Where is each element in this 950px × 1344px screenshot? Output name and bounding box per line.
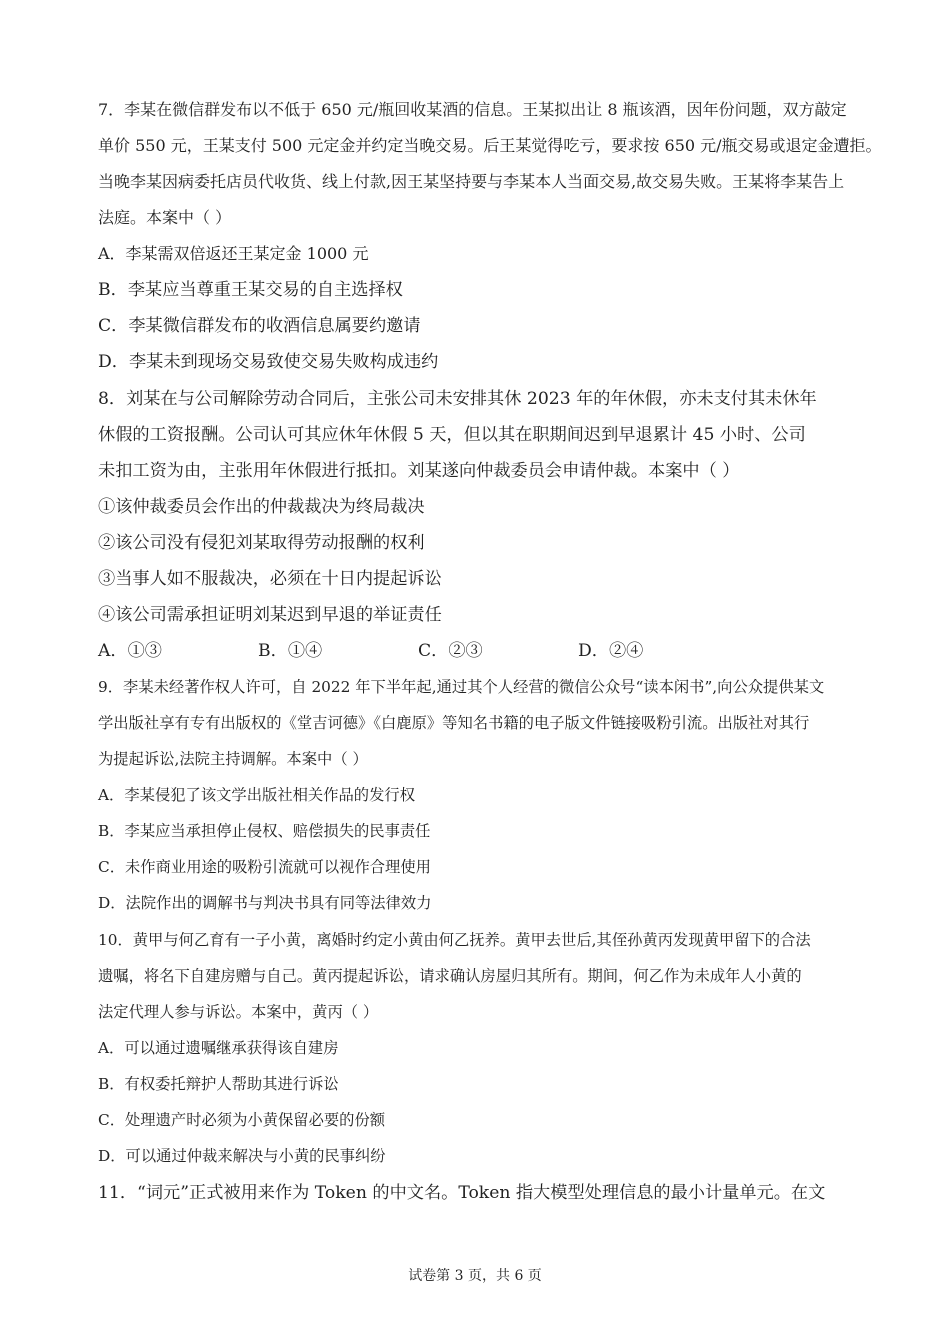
q10-option-c: C．处理遗产时必须为小黄保留必要的份额 — [98, 1111, 386, 1129]
q9-line-2: 学出版社享有专有出版权的《堂吉诃德》《白鹿原》等知名书籍的电子版文件链接吸粉引流。出版社对其行 — [98, 714, 810, 732]
q10-line-2: 遗嘱，将名下自建房赠与自己。黄丙提起诉讼，请求确认房屋归其所有。期间，何乙作为未成年人小黄的 — [98, 967, 802, 985]
q9-line-1: 9．李某未经著作权人许可，自 2022 年下半年起,通过其个人经营的微信公众号“读本闲书”,向公众提供某文 — [98, 678, 825, 696]
q8-choice-a: A．①③ — [98, 641, 162, 661]
q8-choice-c: C．②③ — [418, 641, 483, 661]
q9-line-3: 为提起诉讼,法院主持调解。本案中（ ） — [98, 750, 368, 768]
q10-option-a: A．可以通过遗嘱继承获得该自建房 — [98, 1039, 339, 1057]
q8-statement-2: ②该公司没有侵犯刘某取得劳动报酬的权利 — [98, 533, 425, 553]
q9-option-b: B．李某应当承担停止侵权、赔偿损失的民事责任 — [98, 822, 431, 840]
q8-line-3: 未扣工资为由，主张用年休假进行抵扣。刘某遂向仲裁委员会申请仲裁。本案中（ ） — [98, 461, 740, 481]
q7-line-4: 法庭。本案中（ ） — [98, 208, 232, 227]
q7-option-a: A．李某需双倍返还王某定金 1000 元 — [98, 244, 369, 263]
q7-option-d: D．李某未到现场交易致使交易失败构成违约 — [98, 352, 439, 372]
q8-choice-d: D．②④ — [578, 641, 644, 661]
q10-option-d: D．可以通过仲裁来解决与小黄的民事纠纷 — [98, 1147, 386, 1165]
q7-line-3: 当晚李某因病委托店员代收货、线上付款,因王某坚持要与李某本人当面交易,故交易失败。王某将李某告上 — [98, 172, 845, 191]
q11-line-1: 11．“词元”正式被用来作为 Token 的中文名。Token 指大模型处理信息的最小计量单元。在文 — [98, 1183, 826, 1203]
q7-option-b: B．李某应当尊重王某交易的自主选择权 — [98, 280, 403, 300]
page-footer: 试卷第 3 页，共 6 页 — [408, 1268, 542, 1284]
q8-line-2: 休假的工资报酬。公司认可其应休年休假 5 天，但以其在职期间迟到早退累计 45 小时、公司 — [98, 425, 806, 445]
q8-line-1: 8．刘某在与公司解除劳动合同后，主张公司未安排其休 2023 年的年休假，亦未支付其未休年 — [98, 389, 817, 409]
q7-line-2: 单价 550 元，王某支付 500 元定金并约定当晚交易。后王某觉得吃亏，要求按 650 元/瓶交易或退定金遭拒。 — [98, 136, 882, 155]
q10-line-1: 10．黄甲与何乙育有一子小黄，离婚时约定小黄由何乙抚养。黄甲去世后,其侄孙黄丙发现黄甲留下的合法 — [98, 931, 811, 949]
q8-statement-4: ④该公司需承担证明刘某迟到早退的举证责任 — [98, 605, 442, 625]
q8-statement-3: ③当事人如不服裁决，必须在十日内提起诉讼 — [98, 569, 442, 589]
q9-option-a: A．李某侵犯了该文学出版社相关作品的发行权 — [98, 786, 415, 804]
q8-statement-1: ①该仲裁委员会作出的仲裁裁决为终局裁决 — [98, 497, 425, 517]
q9-option-c: C．未作商业用途的吸粉引流就可以视作合理使用 — [98, 858, 431, 876]
q7-option-c: C．李某微信群发布的收酒信息属要约邀请 — [98, 316, 421, 336]
q10-line-3: 法定代理人参与诉讼。本案中，黄丙（ ） — [98, 1003, 379, 1021]
q10-option-b: B．有权委托辩护人帮助其进行诉讼 — [98, 1075, 339, 1093]
q9-option-d: D．法院作出的调解书与判决书具有同等法律效力 — [98, 894, 432, 912]
q7-line-1: 7．李某在微信群发布以不低于 650 元/瓶回收某酒的信息。王某拟出让 8 瓶该酒，因年份问题，双方敲定 — [98, 100, 847, 119]
q8-choice-b: B．①④ — [258, 641, 323, 661]
